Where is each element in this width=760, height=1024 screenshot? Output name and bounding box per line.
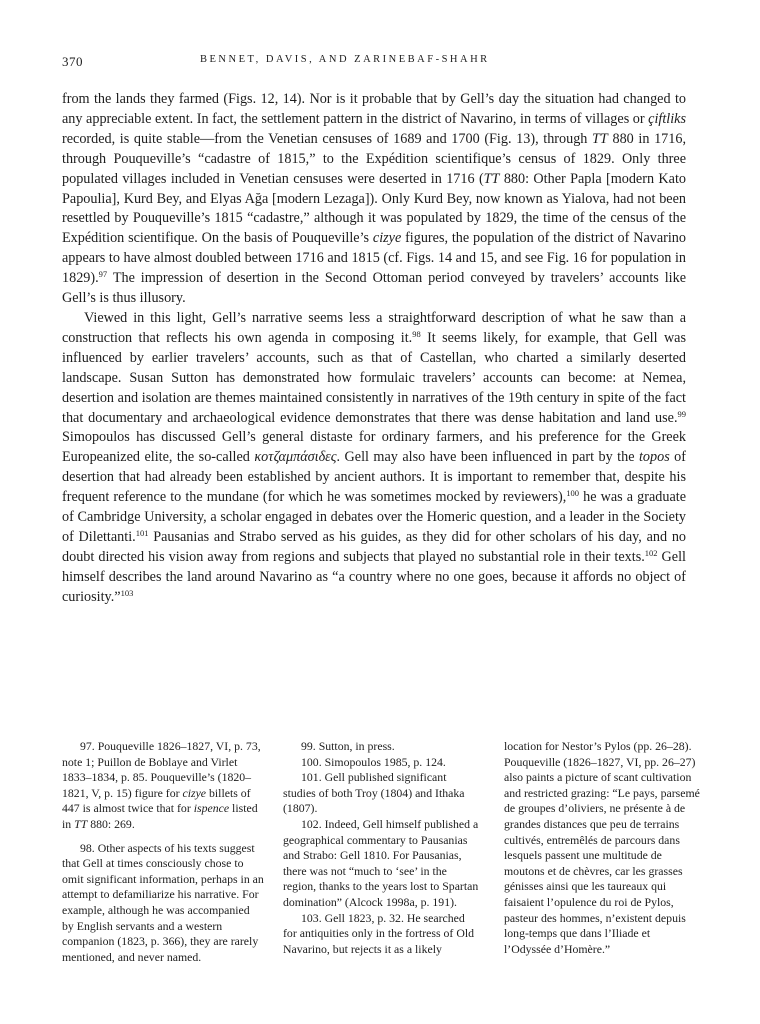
italic-text: TT [74,816,88,831]
text-run: . Gell may also have been influenced in part by the [336,449,639,466]
footnote [283,770,479,817]
italic-text: topos [638,449,670,466]
text-run: Gell himself describes the land around Navarino as “a country where no one goes, because it affords no object of curiosity.” [62,548,686,605]
text-run: 100. Simopoulos 1985, p. 124. [301,754,446,769]
footnote [283,755,479,771]
text-run: 103. Gell 1823, p. 32. He searched for antiquities only in the fortress of Old Navarino, but rejects it as a likely [283,910,475,956]
text-run: 880: Other Papla [modern Kato Papoulia], Kurd Bey, and Elyas Ağa [modern Lezaga]). Only Kurd Bey, now known as Yialova, had not been resettled by Pouqueville’s 1815 “cadastre,” although it was populated by 1829, the time of the census of the Expédition scientifique. On the basis of Pouqueville’s [62,170,686,247]
footnote-column [62,739,264,965]
body-paragraph [62,90,686,309]
page-number: 370 [62,54,83,69]
text-run: figures, the population of the district of Navarino appears to have almost doubled between 1716 and 1815 (cf. Figs. 14 and 15, and see Fig. 16 for population in 1829). [62,230,686,287]
footnote [283,911,479,958]
text-run: recorded, is quite stable—from the Venetian censuses of 1689 and 1700 (Fig. 13), through [62,130,593,147]
footnote-ref: 101 [135,527,149,538]
running-head: BENNET, DAVIS, AND ZARINEBAF-SHAHR [200,54,490,65]
italic-text: cizye [182,785,207,800]
footnote-ref: 100 [566,488,579,499]
body-paragraph [62,309,686,608]
italic-text: ispence [193,801,230,816]
main-text [62,90,686,608]
text-run: 97. Pouqueville 1826–1827, VI, p. 73, note 1; Puillon de Boblaye and Virlet 1833–1834, p. 85. Pouqueville’s (1820–1821, V, p. 15) figure for [62,739,261,800]
footnote-ref: 102 [644,547,658,558]
italic-text: TT [483,170,500,187]
italic-text: çiftliks [648,110,686,127]
footnote [62,739,264,833]
page-header [62,54,686,72]
text-run: billets of 447 is almost twice that for [62,785,251,816]
italic-text: TT [592,130,608,147]
italic-text: κοτζαμπάσιδες [254,449,337,466]
footnote-ref: 103 [120,587,134,598]
text-run: location for Nestor’s Pylos (pp. 26–28). Pouqueville (1826–1827, VI, pp. 26–27) also paints a picture of scant cultivation and restricted grazing: “Le pays, parsemé de groupes d’oliviers, ne présente à de grandes distances que peu de terrains cultivés, entremêlés de parcours dans lesquels passent une multitude de moutons et de chèvres, car les grasses génisses ainsi que les taureaux qui faisaient l’opulence du roi de Pylos, pasteur des hommes, n’existent depuis long-temps que dans l’Iliade et l’Odyssée d’Homère.” [504,739,700,956]
text-run: Viewed in this light, Gell’s narrative seems less a straightforward description of what he saw than a construction that reflects his own agenda in composing it. [62,309,686,346]
footnote-ref: 97 [98,269,108,280]
italic-text: cizye [372,230,402,247]
text-run: Pausanias and Strabo served as his guides, as they did for other scholars of his day, and no doubt directed his vision away from regions and subjects that played no substantial role in their texts. [62,528,687,565]
footnote-column [283,739,479,957]
text-run: 101. Gell published significant studies of both Troy (1804) and Ithaka (1807). [283,770,465,816]
footnote [62,841,264,966]
text-run: listed in [62,801,258,831]
text-run: It seems likely, for example, that Gell was influenced by earlier travelers’ accounts, such as that of Castellan, who charted a similarly deserted landscape. Susan Sutton has demonstrated how formulaic travelers’ accounts can become: at Nemea, desertion and isolation are themes maintained consistently in narratives of the 19th century in spite of the fact that documentary and archaeological evidence demonstrates that there was dense habitation and land use. [62,329,687,426]
footnote [283,817,479,911]
text-run: 102. Indeed, Gell himself published a geographical commentary to Pausanias and Strabo: Gell 1810. For Pausanias, there was not “much to ‘see’ in the region, thanks to the years lost to Spartan domination” (Alcock 1998a, p. 191). [283,816,479,909]
text-run: 880: 269. [87,816,135,831]
text-run: 98. Other aspects of his texts suggest that Gell at times consciously chose to omit significant information, perhaps in an attempt to defamiliarize his narrative. For example, although he was accompanied by English servants and a western companion (1823, p. 366), they are rarely mentioned, and never named. [62,840,264,964]
text-run: he was a graduate of Cambridge University, a scholar engaged in debates over the Homeric question, and a leader in the Society of Dilettanti. [62,489,687,545]
footnote [283,739,479,755]
text-run: Simopoulos has discussed Gell’s general distaste for ordinary farmers, and his preference for the Greek Europeanized elite, the so-called [62,429,686,466]
text-run: The impression of desertion in the Second Ottoman period conveyed by travelers’ accounts like Gell’s is thus illusory. [62,270,686,307]
text-run: from the lands they farmed (Figs. 12, 14). Nor is it probable that by Gell’s day the situation had changed to any appreciable extent. In fact, the settlement pattern in the district of Navarino, in terms of villages or [62,91,686,127]
footnote-column [504,739,700,957]
text-run: of desertion that had already been established by ancient authors. It is important to remember that, despite his frequent reference to the mundane (for which he was sometimes mocked by reviewers), [62,449,687,506]
footnote-ref: 99 [677,408,686,419]
footnote-ref: 98 [412,328,421,339]
text-run: 880 in 1716, through Pouqueville’s “cadastre of 1815,” to the Expédition scientifique’s census of 1829. Only three populated villages included in Venetian censuses were deserted in 1716 ( [62,130,686,187]
text-run: 99. Sutton, in press. [301,739,395,753]
footnote [504,739,700,957]
